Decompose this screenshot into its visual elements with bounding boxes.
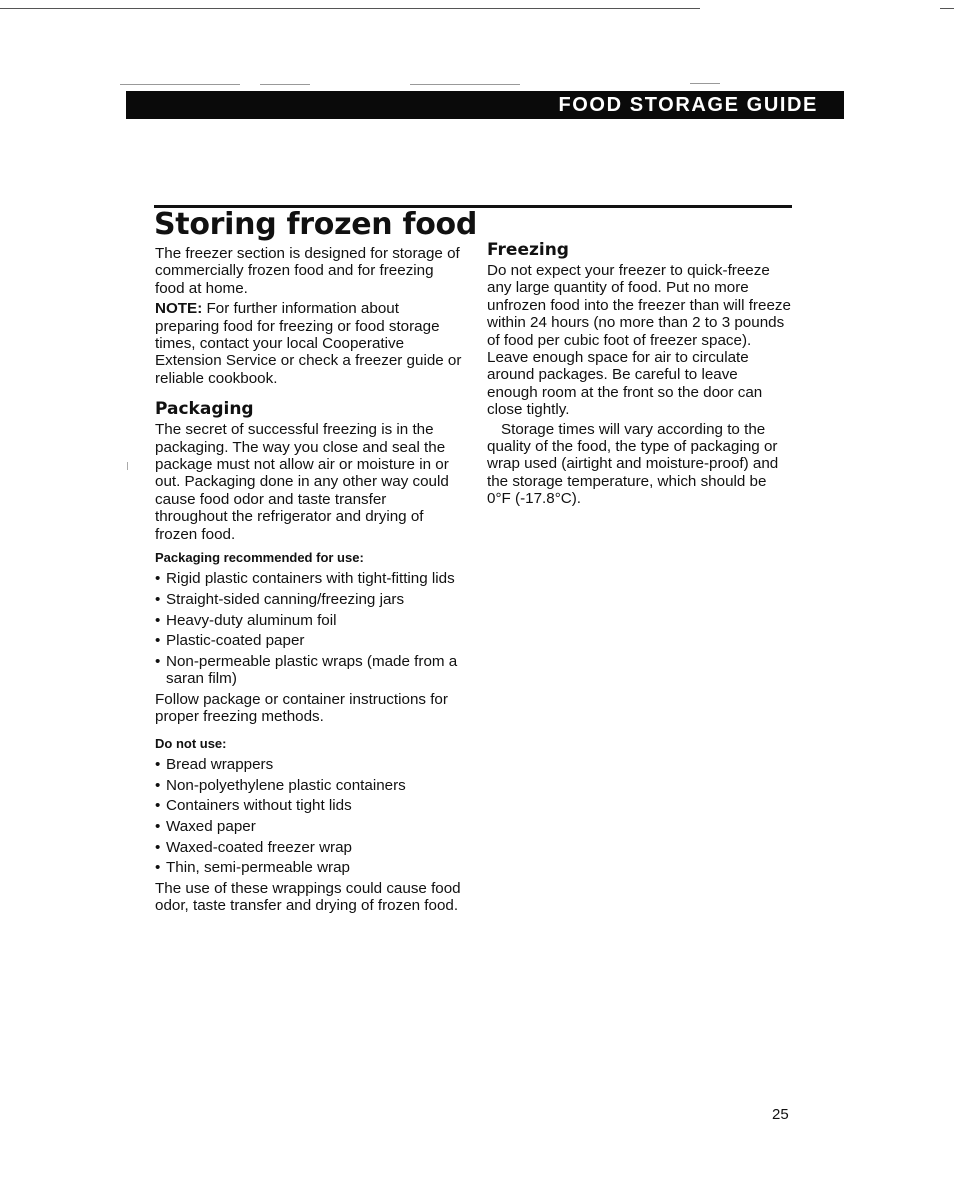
left-column — [155, 245, 463, 915]
page-title: Storing frozen food — [154, 207, 478, 242]
list-item: • Non-permeable plastic wraps (made from a saran film) — [155, 653, 463, 688]
list-item: • Waxed-coated freezer wrap — [155, 839, 463, 856]
freezing-body: Do not expect your freezer to quick-freeze any large quantity of food. Put no more unfrozen food into the freezer than will freeze within 24 hours (no more than 2 to 3 pounds of food per cubic foot of freezer space). Leave enough space for air to circulate around packages. Be careful to leave enough room at the front so the door can close tightly. — [487, 262, 791, 419]
page-number: 25 — [772, 1106, 789, 1123]
list-item: • Plastic-coated paper — [155, 632, 463, 649]
right-column — [487, 240, 792, 508]
list-item: • Bread wrappers — [155, 756, 463, 773]
storage-times-paragraph: Storage times will vary according to the quality of the food, the type of packaging or wrap used (airtight and moisture-proof) and the storage temperature, which should be 0°F (-17.8°C). — [487, 420, 779, 508]
freezing-heading: Freezing — [487, 240, 569, 260]
banner-top-rule-3 — [410, 84, 520, 85]
do-not-use-list — [155, 756, 463, 877]
margin-speck — [127, 462, 128, 470]
do-not-use-heading: Do not use: — [155, 735, 227, 751]
follow-instructions-paragraph: Follow package or container instructions for proper freezing methods. — [155, 691, 448, 726]
list-item: • Heavy-duty aluminum foil — [155, 612, 463, 629]
note-label: NOTE: — [155, 300, 203, 318]
list-item: • Containers without tight lids — [155, 797, 463, 814]
list-item: • Straight-sided canning/freezing jars — [155, 591, 463, 608]
banner-title: FOOD STORAGE GUIDE — [558, 94, 818, 116]
note-text: For further information about preparing food for freezing or food storage times, contact your local Cooperative Extension Service or check a freezer guide or reliable cookbook. — [155, 300, 462, 387]
intro-paragraph: The freezer section is designed for storage of commercially frozen food and for freezing food at home. — [155, 245, 460, 297]
top-edge-rule — [0, 8, 700, 9]
list-item: • Rigid plastic containers with tight-fitting lids — [155, 570, 463, 587]
banner-top-rule-2 — [260, 84, 310, 85]
top-edge-rule-right — [940, 8, 954, 9]
list-item: • Thin, semi-permeable wrap — [155, 859, 463, 876]
recommended-list — [155, 570, 463, 688]
list-item: • Non-polyethylene plastic containers — [155, 777, 463, 794]
recommended-heading: Packaging recommended for use: — [155, 550, 364, 566]
packaging-heading: Packaging — [155, 399, 254, 420]
note-paragraph — [155, 300, 463, 387]
section-banner — [126, 91, 844, 119]
closing-paragraph: The use of these wrappings could cause food odor, taste transfer and drying of frozen food. — [155, 880, 461, 915]
list-item: • Waxed paper — [155, 818, 463, 835]
banner-top-rule — [120, 84, 240, 85]
banner-top-rule-4 — [690, 83, 720, 84]
packaging-body: The secret of successful freezing is in the packaging. The way you close and seal the package must not allow air or moisture in or out. Packaging done in any other way could cause food odor and taste transfer throughout the refrigerator and drying of frozen food. — [155, 421, 449, 543]
